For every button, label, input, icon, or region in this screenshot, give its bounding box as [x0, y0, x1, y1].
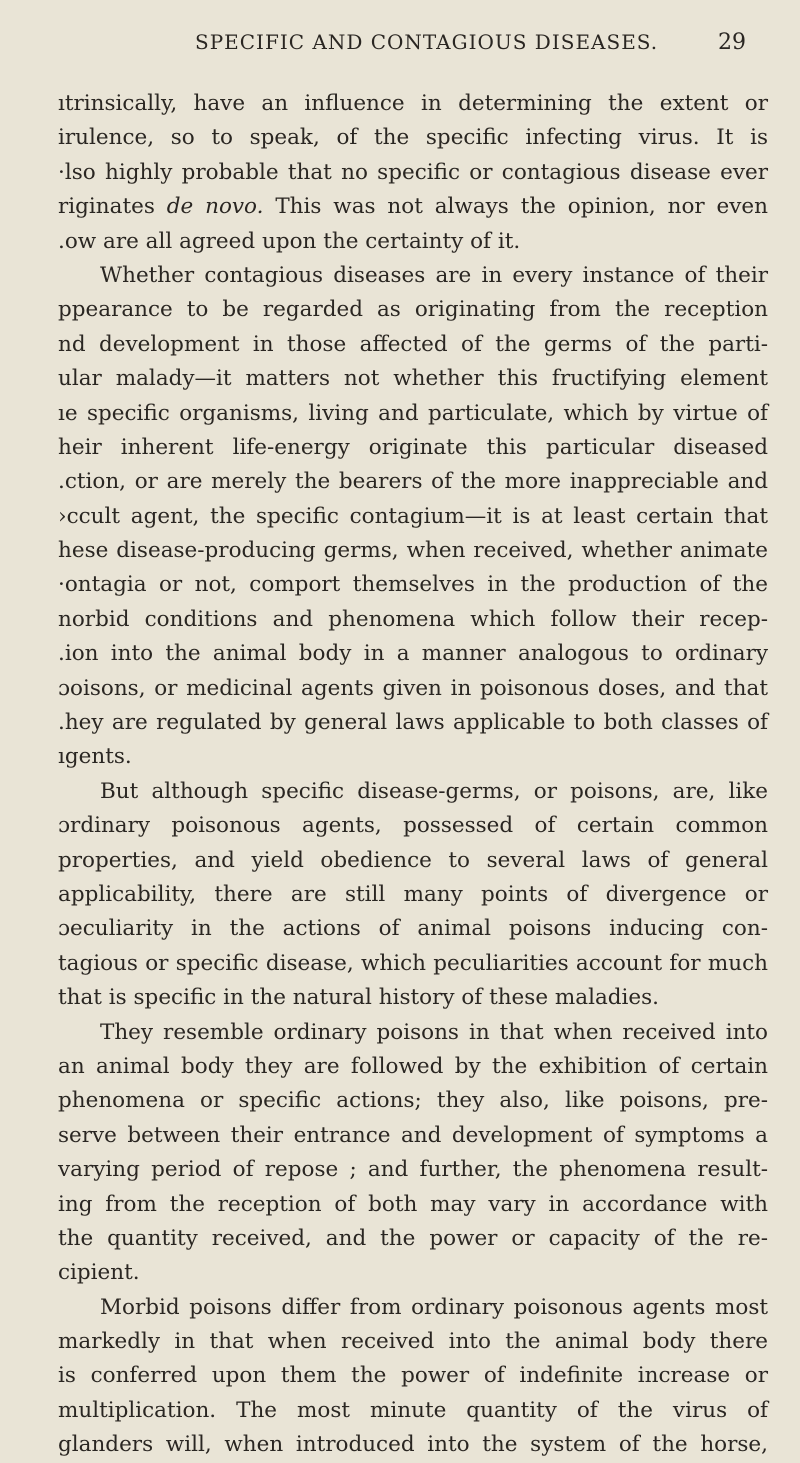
text-line: .ction, or are merely the bearers of the more inappreciable and [58, 469, 768, 495]
text-line: properties, and yield obedience to several laws of general [58, 847, 768, 873]
text-line: irulence, so to speak, of the specific infecting virus. It is [58, 125, 768, 151]
italic-phrase: de novo. [166, 194, 264, 220]
running-head: SPECIFIC AND CONTAGIOUS DISEASES. [195, 30, 659, 54]
text-line: ıtrinsically, have an influence in determining the extent or [58, 91, 768, 116]
text-line: ·lso highly probable that no specific or contagious disease ever [58, 159, 768, 185]
text-line: ɔoisons, or medicinal agents given in poisonous doses, and that [58, 675, 768, 701]
text-line: ular malady—it matters not whether this fructifying element [58, 366, 768, 392]
text-line: markedly in that when received into the animal body there [58, 1329, 768, 1355]
text-line: ıe specific organisms, living and particulate, which by virtue of [58, 400, 768, 426]
text-line: an animal body they are followed by the exhibition of certain [58, 1053, 768, 1079]
text-line: varying period of repose ; and further, the phenomena result- [58, 1157, 768, 1183]
text-line: Morbid poisons differ from ordinary poisonous agents most [100, 1294, 768, 1320]
text-line: ıgents. [58, 744, 132, 770]
text-line: applicability, there are still many points of divergence or [58, 881, 768, 907]
text-line: norbid conditions and phenomena which follow their recep- [58, 606, 768, 632]
text-line: the quantity received, and the power or capacity of the re- [58, 1225, 768, 1251]
body-text [58, 87, 768, 1463]
text-line: ·ontagia or not, comport themselves in the production of the [58, 572, 768, 598]
text-line: tagious or specific disease, which peculiarities account for much [58, 950, 768, 976]
text-line: But although specific disease-germs, or poisons, are, like [100, 778, 768, 804]
text-segment: This was not always the opinion, nor even [263, 194, 768, 220]
text-line: cipient. [58, 1260, 140, 1286]
text-line: ppearance to be regarded as originating from the reception [58, 297, 768, 323]
text-segment: riginates [58, 194, 167, 220]
text-line: glanders will, when introduced into the system of the horse, [58, 1432, 768, 1458]
text-line: multiplication. The most minute quantity of the virus of [58, 1397, 768, 1423]
text-line [58, 190, 768, 224]
text-line: .ion into the animal body in a manner analogous to ordinary [58, 641, 768, 667]
text-line: .hey are regulated by general laws applicable to both classes of [58, 710, 768, 736]
text-line: .ow are all agreed upon the certainty of it. [58, 228, 521, 254]
text-line: ɔrdinary poisonous agents, possessed of certain common [58, 813, 768, 839]
text-line: They resemble ordinary poisons in that when received into [100, 1019, 768, 1045]
text-line: is conferred upon them the power of indefinite increase or [58, 1363, 768, 1389]
text-line: ing from the reception of both may vary in accordance with [58, 1191, 768, 1217]
page-header [0, 30, 800, 64]
text-line: phenomena or specific actions; they also, like poisons, pre- [58, 1088, 768, 1114]
text-line: heir inherent life-energy originate this particular diseased [58, 434, 768, 460]
text-line: ›ccult agent, the specific contagium—it is at least certain that [58, 503, 768, 529]
text-line: nd development in those affected of the germs of the parti- [58, 331, 768, 357]
text-line: serve between their entrance and development of symptoms a [58, 1122, 768, 1148]
page-number: 29 [718, 30, 746, 55]
text-line: hese disease-producing germs, when received, whether animate [58, 538, 768, 564]
text-line: that is specific in the natural history of these maladies. [58, 985, 660, 1011]
text-line: Whether contagious diseases are in every instance of their [100, 262, 768, 288]
text-line: ɔeculiarity in the actions of animal poisons inducing con- [58, 916, 768, 942]
